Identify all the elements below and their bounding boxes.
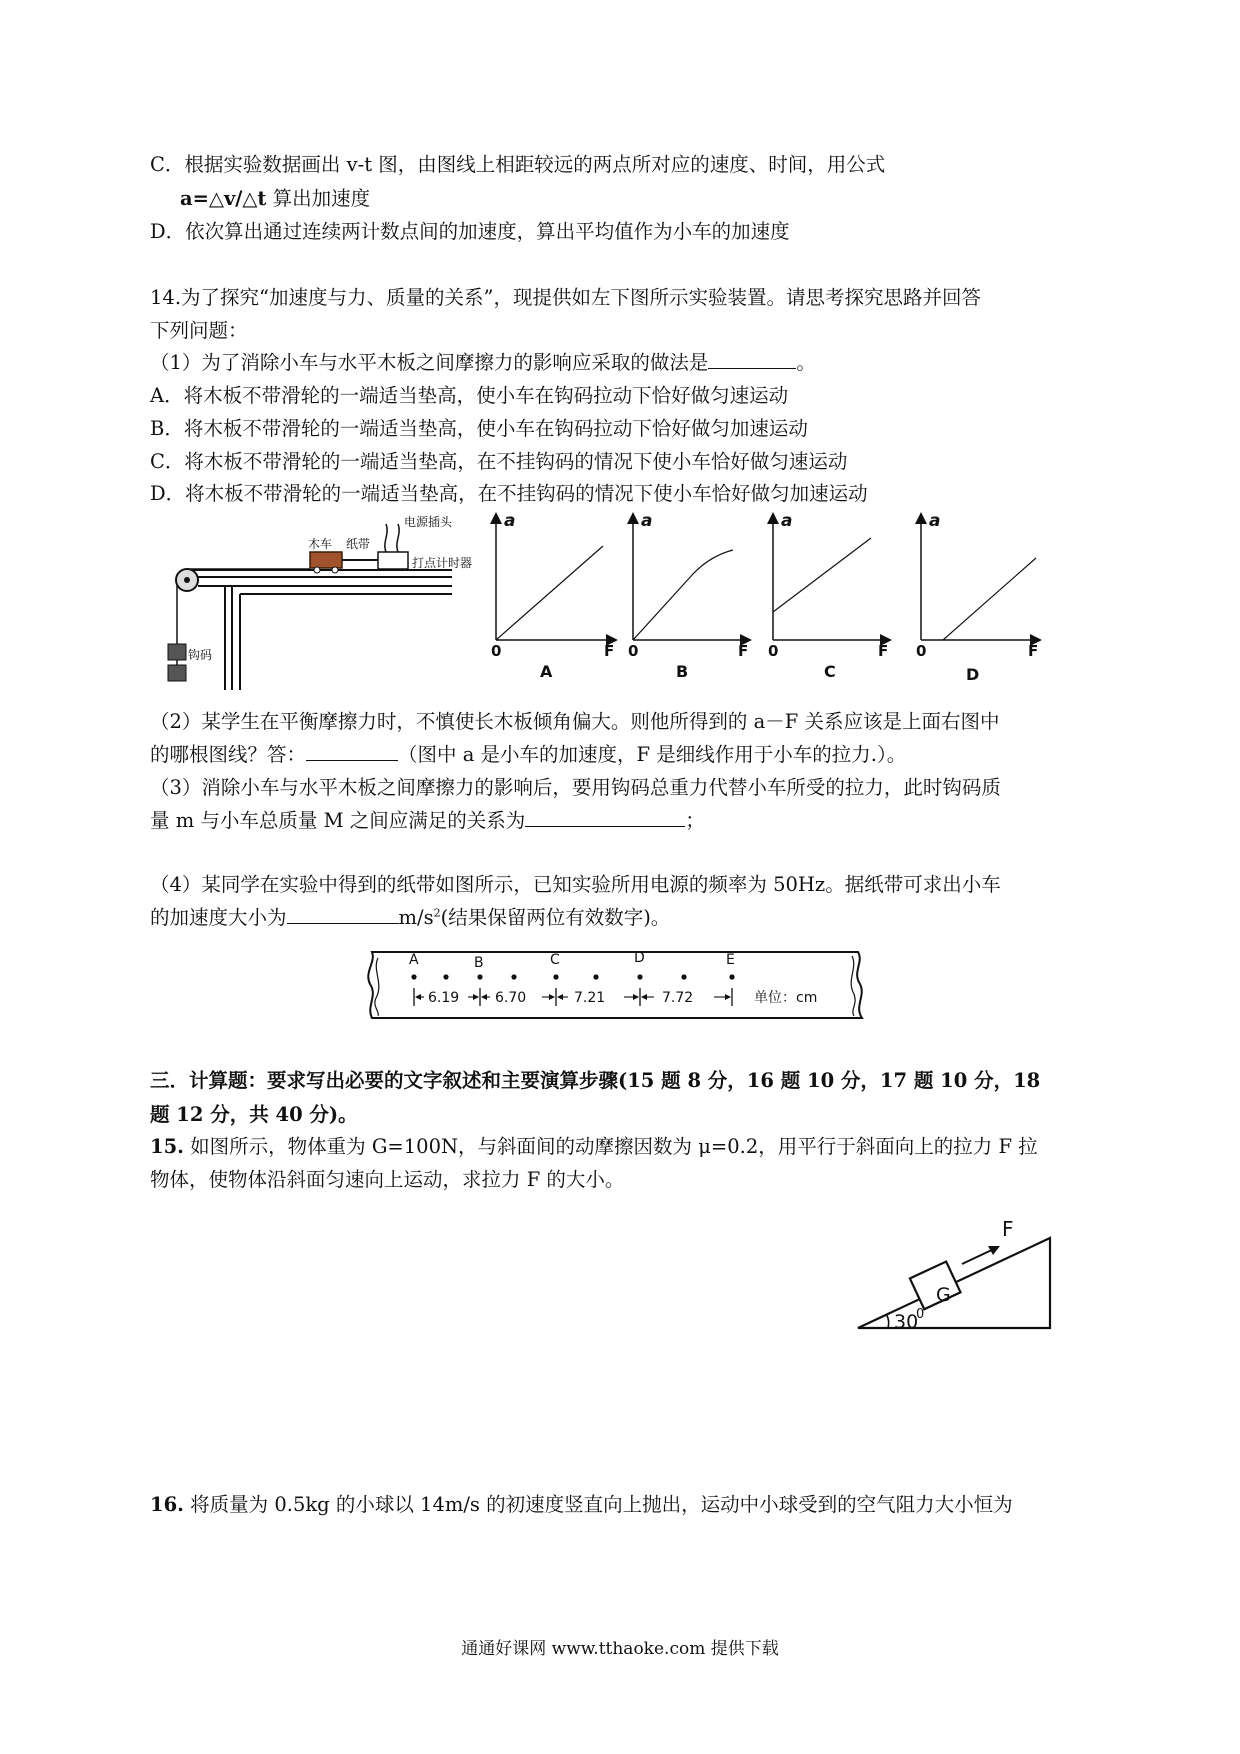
incline-figure	[850, 1212, 1070, 1342]
graph-b-curve	[633, 550, 733, 640]
q13-option-c-rest: 算出加速度	[266, 187, 371, 210]
svg-text:F: F	[738, 642, 749, 660]
q14-intro-line1: 14.为了探究“加速度与力、质量的关系”，现提供如左下图所示实验装置。请思考探究思路并回答	[150, 286, 981, 309]
svg-text:0: 0	[768, 642, 779, 660]
q14-part3-text: 量 m 与小车总质量 M 之间应满足的关系为	[150, 809, 526, 832]
graph-d-label: D	[966, 665, 980, 684]
pulley-axle	[184, 577, 190, 583]
graph-a-line	[496, 546, 603, 640]
weight-icon	[168, 665, 186, 681]
q14-part4-rest: (结果保留两位有效数字)。	[440, 906, 671, 929]
q14-part3-end: ；	[685, 809, 705, 832]
graph-set	[488, 512, 1048, 692]
power-wire	[397, 524, 399, 552]
force-label: F	[1002, 1217, 1014, 1241]
tape-label: 纸带	[346, 537, 371, 551]
graph-c-line	[773, 538, 871, 612]
svg-text:A: A	[409, 952, 419, 968]
q14-part2-line1: （2）某学生在平衡摩擦力时，不慎使长木板倾角偏大。则他所得到的 a－F 关系应该是上面右图中	[150, 710, 1000, 733]
q14-option-d: D．将木板不带滑轮的一端适当垫高，在不挂钩码的情况下使小车恰好做匀加速运动	[150, 482, 868, 505]
q15-line1-text: 如图所示，物体重为 G=100N，与斜面间的动摩擦因数为 μ=0.2，用平行于斜面向上的拉力 F 拉	[183, 1135, 1038, 1158]
q15-number: 15.	[150, 1135, 184, 1158]
cart-wheel	[314, 567, 320, 573]
q14-part3-line2	[150, 808, 705, 833]
cart-wheel	[332, 567, 338, 573]
paper-tape-figure	[358, 944, 878, 1026]
svg-text:0: 0	[491, 642, 502, 660]
angle-label: 30	[894, 1311, 919, 1333]
svg-text:C: C	[550, 952, 560, 968]
graph-d	[916, 512, 1038, 684]
q14-part3-blank	[525, 826, 685, 827]
tape-distance-cd: 7.21	[574, 990, 606, 1006]
weights-label: 钩码	[188, 648, 213, 662]
cart-icon	[310, 552, 342, 568]
svg-text:E: E	[726, 952, 735, 968]
q16-line1	[150, 1492, 1013, 1517]
q14-part4-line1: （4）某同学在实验中得到的纸带如图所示，已知实验所用电源的频率为 50Hz。据纸带可求出小车	[150, 873, 1001, 896]
q15-line2: 物体，使物体沿斜面匀速向上运动，求拉力 F 的大小。	[150, 1168, 625, 1191]
q14-part4-blank	[287, 923, 399, 924]
q13-formula: a=△v/△t	[180, 187, 267, 210]
apparatus-figure	[160, 512, 480, 690]
q14-part2-rest: （图中 a 是小车的加速度，F 是细线作用于小车的拉力.）。	[398, 743, 907, 766]
q14-option-b: B．将木板不带滑轮的一端适当垫高，使小车在钩码拉动下恰好做匀加速运动	[150, 417, 808, 440]
graph-b-label: B	[676, 662, 689, 681]
tape-point-b	[477, 974, 482, 979]
tape-point-a	[411, 974, 416, 979]
tape-point-c	[553, 974, 558, 979]
timer-label: 打点计时器	[412, 556, 473, 570]
q16-number: 16.	[150, 1493, 184, 1516]
q16-line1-text: 将质量为 0.5kg 的小球以 14m/s 的初速度竖直向上抛出，运动中小球受到的空气阻力大小恒为	[183, 1493, 1013, 1516]
q14-part1-blank	[708, 368, 796, 369]
q14-part2-text: 的哪根图线？答：	[150, 743, 307, 766]
svg-text:0: 0	[628, 642, 639, 660]
svg-text:a: a	[504, 512, 516, 531]
power-wire	[385, 524, 387, 552]
svg-text:F: F	[604, 642, 615, 660]
tape-point-e	[729, 974, 734, 979]
section3-heading-line2: 题 12 分，共 40 分)。	[150, 1103, 358, 1126]
svg-text:F: F	[1028, 642, 1039, 660]
graph-a-label: A	[540, 662, 553, 681]
svg-text:a: a	[929, 512, 941, 531]
block-label: G	[936, 1284, 951, 1306]
weight-icon	[168, 644, 186, 660]
tape-outline	[368, 952, 862, 1018]
graph-d-line	[943, 558, 1036, 640]
timer-icon	[378, 552, 408, 569]
svg-text:B: B	[474, 955, 484, 971]
graph-b	[628, 512, 748, 681]
tape-unit: 单位：cm	[754, 990, 818, 1006]
svg-text:a: a	[641, 512, 653, 531]
q14-option-a: A．将木板不带滑轮的一端适当垫高，使小车在钩码拉动下恰好做匀速运动	[150, 384, 789, 407]
graph-a	[491, 512, 614, 681]
cart-label: 木车	[308, 537, 333, 551]
tape-distance-bc: 6.70	[495, 990, 527, 1006]
tape-point-d	[637, 974, 642, 979]
q14-part1	[150, 350, 816, 375]
q14-part4-text: 的加速度大小为	[150, 906, 287, 929]
q14-option-c: C．将木板不带滑轮的一端适当垫高，在不挂钩码的情况下使小车恰好做匀速运动	[150, 450, 848, 473]
tape-distance-ab: 6.19	[428, 990, 460, 1006]
q13-option-d: D．依次算出通过连续两计数点间的加速度，算出平均值作为小车的加速度	[150, 220, 790, 243]
svg-text:0: 0	[916, 642, 927, 660]
section3-heading-line1: 三．计算题：要求写出必要的文字叙述和主要演算步骤(15 题 8 分，16 题 10 分，17 题 10 分，18	[150, 1069, 1041, 1092]
svg-text:D: D	[634, 950, 645, 966]
q14-part1-text: （1）为了消除小车与水平木板之间摩擦力的影响应采取的做法是	[150, 351, 709, 374]
page-footer: 通通好课网 www.tthaoke.com 提供下载	[461, 1639, 779, 1659]
graph-c	[768, 512, 888, 681]
q14-part1-end: 。	[796, 351, 816, 374]
q14-part2-line2	[150, 742, 906, 767]
q13-option-c-line1: C．根据实验数据画出 v-t 图，由图线上相距较远的两点所对应的速度、时间，用公式	[150, 153, 886, 176]
svg-text:F: F	[878, 642, 889, 660]
svg-text:a: a	[781, 512, 793, 531]
graph-c-label: C	[824, 662, 836, 681]
q14-part2-blank	[306, 760, 398, 761]
tape-distance-de: 7.72	[662, 990, 694, 1006]
q14-part3-line1: （3）消除小车与水平木板之间摩擦力的影响后，要用钩码总重力代替小车所受的拉力，此时钩码质	[150, 776, 1001, 799]
q14-part4-sup: 2	[433, 906, 441, 920]
q14-part4-line2	[150, 905, 670, 930]
q15-line1	[150, 1134, 1038, 1159]
q13-option-c-line2	[180, 186, 370, 211]
q14-intro-line2: 下列问题：	[150, 319, 248, 342]
plug-label: 电源插头	[404, 515, 453, 529]
angle-degree: 0	[916, 1307, 925, 1322]
q14-part4-unit: m/s	[398, 906, 434, 929]
